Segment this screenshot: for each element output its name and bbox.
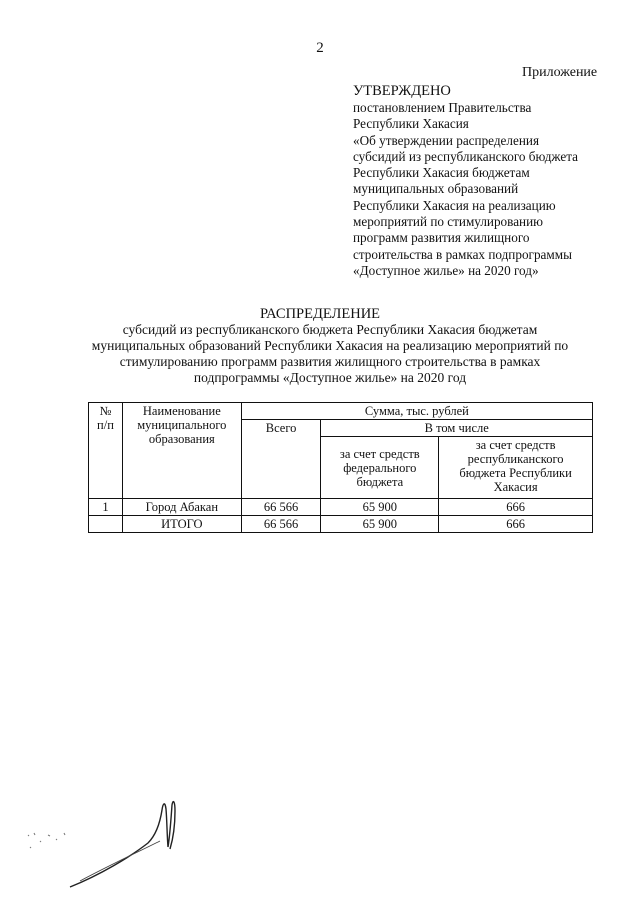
header-text: п/п	[97, 418, 114, 432]
cell-name: Город Абакан	[122, 499, 241, 516]
approval-line: мероприятий по стимулированию	[353, 214, 544, 230]
header-total: Всего	[241, 420, 321, 499]
document-subtitle	[90, 322, 570, 386]
table-row	[89, 499, 593, 516]
header-republican	[439, 437, 593, 499]
cell-total: 66 566	[241, 516, 321, 533]
subtitle-line: муниципальных образований Республики Хакасия на реализацию мероприятий по	[91, 338, 569, 353]
header-federal	[321, 437, 439, 499]
header-text: республиканского	[467, 452, 564, 466]
cell-total: 66 566	[241, 499, 321, 516]
header-text: бюджета Республики	[459, 466, 572, 480]
distribution-table	[88, 402, 593, 533]
approval-line: «Об утверждении распределения	[353, 132, 540, 148]
approval-line: муниципальных образований	[353, 181, 519, 197]
handwritten-signature	[20, 795, 200, 895]
approval-line: субсидий из республиканского бюджета	[353, 148, 578, 164]
cell-republican: 666	[439, 516, 593, 533]
header-name	[122, 403, 241, 499]
subtitle-line: субсидий из республиканского бюджета Республики Хакасия бюджетам	[122, 322, 538, 337]
header-text: образования	[148, 432, 215, 446]
header-text: №	[99, 404, 112, 418]
header-text: за счет средств	[339, 446, 420, 461]
cell-num	[89, 516, 123, 533]
page-number: 2	[316, 40, 324, 56]
header-num	[89, 403, 123, 499]
approval-line: Республики Хакасия бюджетам	[353, 165, 530, 181]
appendix-label: Приложение	[522, 65, 598, 80]
subtitle-line: стимулированию программ развития жилищного строительства в рамках	[119, 354, 541, 369]
cell-federal: 65 900	[321, 516, 439, 533]
cell-federal: 65 900	[321, 499, 439, 516]
header-text: бюджета	[356, 474, 404, 489]
cell-name: ИТОГО	[122, 516, 241, 533]
document-title: РАСПРЕДЕЛЕНИЕ	[259, 306, 381, 322]
table-row-total	[89, 516, 593, 533]
cell-num: 1	[89, 499, 123, 516]
header-text: Наименование	[142, 404, 221, 418]
header-text: муниципального	[137, 418, 227, 432]
subtitle-line: подпрограммы «Доступное жилье» на 2020 год	[193, 370, 467, 385]
approval-line: «Доступное жилье» на 2020 год»	[353, 262, 539, 278]
header-text: за счет средств	[475, 438, 556, 452]
approval-heading: УТВЕРЖДЕНО	[353, 83, 451, 99]
header-text: федерального	[343, 460, 417, 475]
header-including: В том числе	[321, 420, 593, 437]
header-sum: Сумма, тыс. рублей	[241, 403, 592, 420]
cell-republican: 666	[439, 499, 593, 516]
approval-line: Республики Хакасия на реализацию	[353, 197, 556, 213]
approval-line: строительства в рамках подпрограммы	[353, 246, 572, 262]
approval-line: Республики Хакасия	[353, 116, 469, 132]
approval-line: программ развития жилищного	[353, 230, 530, 246]
approval-block	[353, 83, 623, 279]
table-header-row	[89, 403, 593, 420]
header-text: Хакасия	[493, 480, 538, 494]
approval-line: постановлением Правительства	[353, 100, 532, 115]
